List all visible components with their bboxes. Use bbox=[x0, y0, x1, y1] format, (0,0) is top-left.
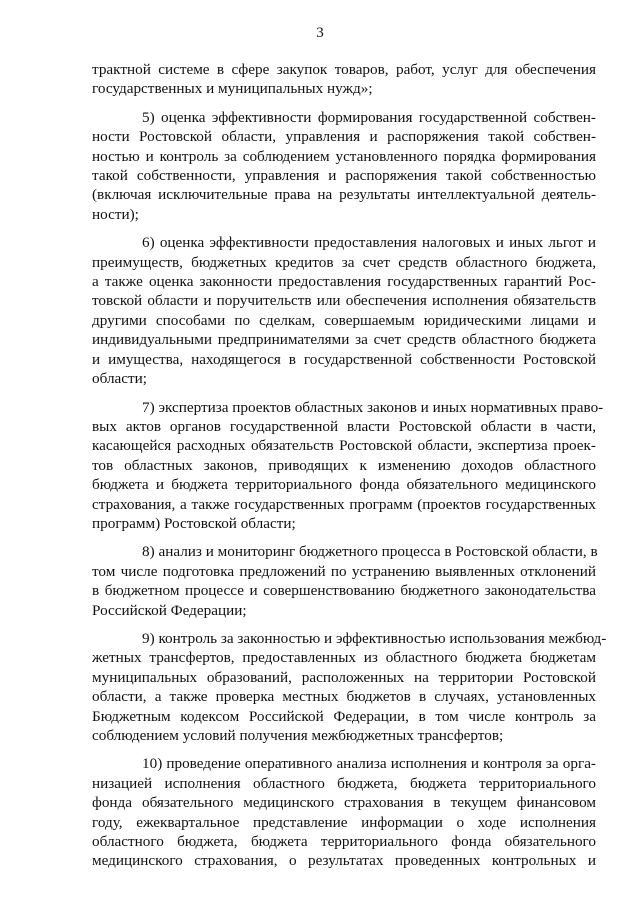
paragraph-item-9 bbox=[92, 629, 607, 745]
text-line: индивидуальными предпринимателями за счет средств областного бюджета bbox=[92, 331, 596, 349]
text-line: страхования, а также государственных программ (проектов государственных bbox=[92, 495, 596, 513]
paragraph-item-6 bbox=[92, 233, 596, 388]
text-line: 5) оценка эффективности формирования государственной собствен- bbox=[142, 108, 596, 126]
paragraph-item-10 bbox=[92, 754, 596, 870]
text-line: государственных и муниципальных нужд»; bbox=[92, 80, 373, 98]
text-line: товской области и поручительств или обеспечения исполнения обязательств bbox=[92, 292, 596, 310]
text-line: 6) оценка эффективности предоставления налоговых и иных льгот и bbox=[142, 234, 596, 252]
text-line: вых актов органов государственной власти Ростовской области в части, bbox=[92, 417, 596, 435]
text-line: году, ежеквартальное представление информации о ходе исполнения bbox=[92, 813, 596, 831]
text-line: трактной системе в сфере закупок товаров, работ, услуг для обеспечения bbox=[92, 61, 596, 78]
text-line: преимуществ, бюджетных кредитов за счет средств областного бюджета, bbox=[92, 253, 596, 271]
text-line: другими способами по сделкам, совершаемым юридическими лицами и bbox=[92, 311, 596, 329]
text-line: областного бюджета, бюджета территориального фонда обязательного bbox=[92, 833, 596, 851]
text-line: 9) контроль за законностью и эффективностью использования межбюд- bbox=[142, 629, 607, 647]
text-line: касающейся расходных обязательств Ростовской области, экспертиза проек- bbox=[92, 437, 596, 455]
text-line: том числе подготовка предложений по устранению выявленных отклонений bbox=[92, 562, 596, 580]
text-line: Российской Федерации; bbox=[92, 601, 247, 619]
text-line: медицинского страхования, о результатах проведенных контрольных и bbox=[92, 852, 596, 870]
text-line: 10) проведение оперативного анализа исполнения и контроля за орга- bbox=[142, 755, 596, 773]
text-line: программ) Ростовской области; bbox=[92, 514, 296, 532]
text-line: 7) экспертиза проектов областных законов и иных нормативных право- bbox=[142, 398, 604, 416]
text-line: а также оценка законности предоставления государственных гарантий Рос- bbox=[92, 273, 596, 291]
text-line: 8) анализ и мониторинг бюджетного процесса в Ростовской области, в bbox=[142, 543, 598, 561]
text-line: такой собственности, управления и распоряжения такой собственностью bbox=[92, 167, 596, 185]
text-line: ностью и контроль за соблюдением установленного порядка формирования bbox=[92, 147, 596, 165]
text-line: (включая исключительные права на результаты интеллектуальной деятель- bbox=[92, 186, 596, 204]
text-line: бюджета и бюджета территориального фонда обязательного медицинского bbox=[92, 476, 596, 494]
text-line: в бюджетном процессе и совершенствованию бюджетного законодательства bbox=[92, 582, 596, 600]
text-line: и имущества, находящегося в государственной собственности Ростовской bbox=[92, 350, 596, 368]
text-line: тов областных законов, приводящих к изменению доходов областного bbox=[92, 456, 596, 474]
text-line: муниципальных образований, расположенных на территории Ростовской bbox=[92, 668, 596, 686]
text-line: области; bbox=[92, 370, 147, 388]
text-line: области, а также проверка местных бюджетов в случаях, установленных bbox=[92, 688, 596, 706]
page-number: 3 bbox=[316, 25, 324, 41]
paragraph-item-5 bbox=[92, 108, 596, 224]
text-line: жетных трансфертов, предоставленных из областного бюджета бюджетам bbox=[92, 649, 596, 667]
paragraph-item-7 bbox=[92, 398, 604, 534]
paragraph-continuation bbox=[92, 60, 596, 99]
paragraph-item-8 bbox=[92, 542, 596, 620]
text-line: ности Ростовской области, управления и распоряжения такой собствен- bbox=[92, 128, 596, 146]
text-line: соблюдением условий получения межбюджетных трансфертов; bbox=[92, 727, 504, 744]
text-line: ности); bbox=[92, 205, 139, 223]
text-line: фонда обязательного медицинского страхования в текущем финансовом bbox=[92, 794, 596, 812]
text-line: низацией исполнения областного бюджета, бюджета территориального bbox=[92, 774, 596, 792]
document-body bbox=[92, 60, 607, 880]
text-line: Бюджетным кодексом Российской Федерации, в том числе контроль за bbox=[92, 707, 596, 725]
